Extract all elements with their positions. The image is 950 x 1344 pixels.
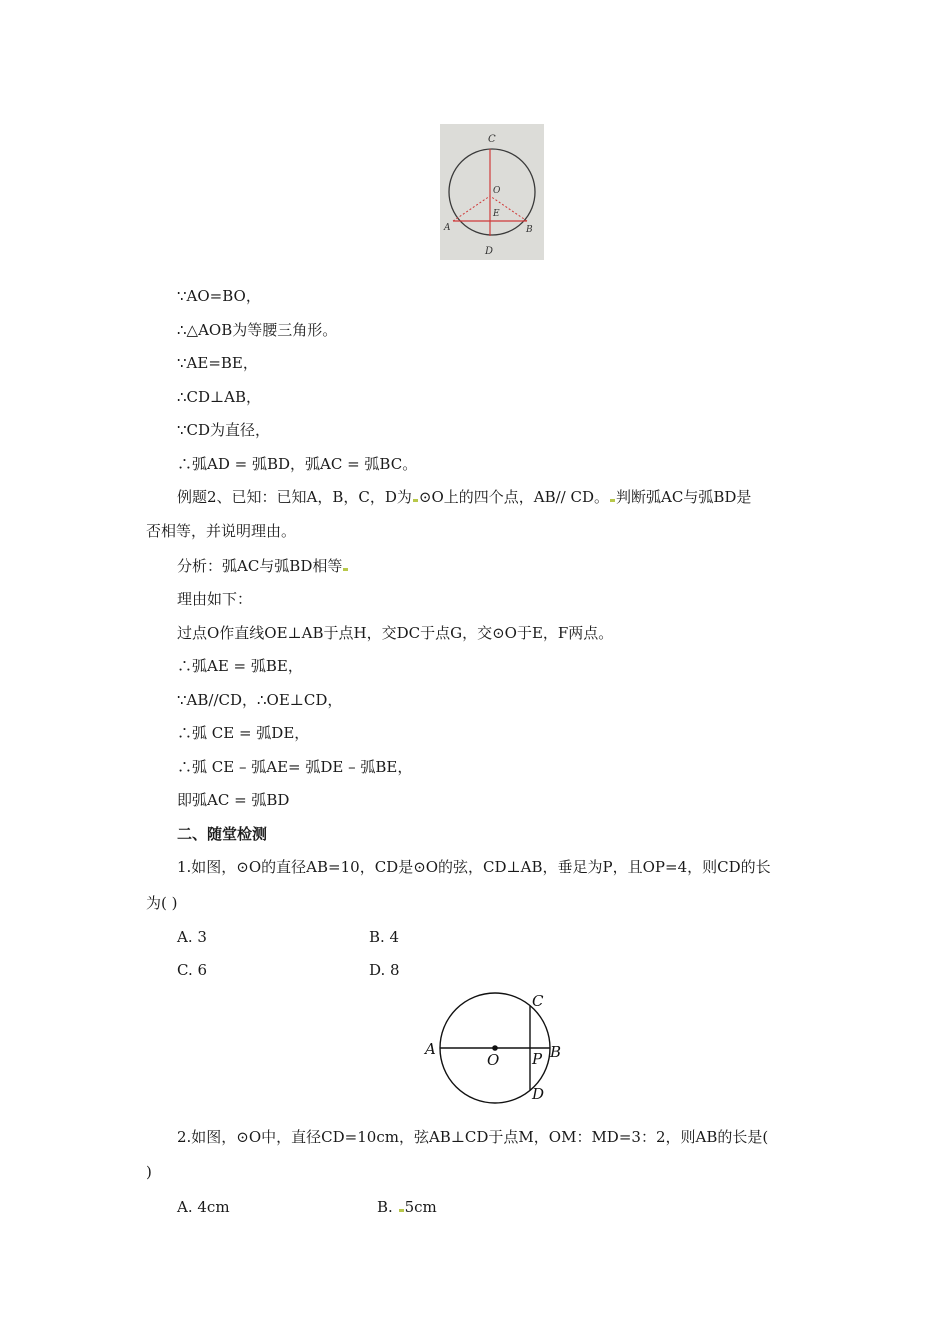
option-a: A. 3 — [177, 928, 207, 946]
example-2-statement — [177, 487, 751, 507]
analysis-text: 分析：弧AC与弧BD相等 — [177, 557, 343, 575]
example-2-part-b: ⊙O上的四个点，AB// CD。 — [418, 488, 610, 506]
label-e: E — [493, 209, 500, 219]
highlight-mark — [343, 568, 348, 571]
section-heading: 二、随堂检测 — [177, 825, 268, 843]
reason-line-6: 即弧AC = 弧BD — [177, 791, 290, 809]
question-1-continuation: 为( ) — [146, 894, 178, 912]
label-d: D — [532, 1085, 545, 1103]
label-b: B — [550, 1043, 562, 1061]
label-d: D — [485, 246, 494, 257]
proof-line-1: ∵AO=BO， — [177, 287, 261, 305]
q2-option-b-prefix: B. — [377, 1198, 398, 1216]
label-c: C — [532, 992, 544, 1010]
figure-1-circle-diagram — [440, 124, 544, 260]
analysis-line — [177, 556, 349, 576]
question-2-continuation: ) — [146, 1163, 152, 1181]
q2-option-a: A. 4cm — [177, 1198, 230, 1216]
reason-line-4: ∴弧 CE = 弧DE， — [177, 724, 310, 742]
option-c: C. 6 — [177, 961, 208, 979]
proof-line-4: ∴CD⊥AB， — [177, 388, 262, 406]
example-2-continuation: 否相等，并说明理由。 — [146, 522, 297, 540]
label-b: B — [526, 225, 533, 235]
reason-line-1: 过点O作直线OE⊥AB于点H，交DC于点G，交⊙O于E，F两点。 — [177, 624, 614, 642]
proof-line-5: ∵CD为直径， — [177, 421, 271, 439]
proof-line-2: ∴△AOB为等腰三角形。 — [177, 321, 338, 339]
question-1-text: 1.如图，⊙O的直径AB=10，CD是⊙O的弦，CD⊥AB，垂足为P，且OP=4，则CD的长 — [177, 858, 771, 876]
label-c: C — [488, 134, 496, 145]
reason-line-5: ∴弧 CE – 弧AE= 弧DE – 弧BE， — [177, 758, 413, 776]
label-a: A — [444, 223, 451, 233]
highlight-mark — [399, 1209, 404, 1212]
proof-line-3: ∵AE=BE， — [177, 354, 258, 372]
option-b: B. 4 — [369, 928, 400, 946]
highlight-mark — [610, 499, 615, 502]
highlight-mark — [413, 499, 418, 502]
q2-option-b — [377, 1197, 437, 1217]
reason-line-3: ∵AB//CD，∴OE⊥CD， — [177, 691, 343, 709]
option-d: D. 8 — [369, 961, 400, 979]
reason-heading: 理由如下： — [177, 590, 253, 608]
reason-line-2: ∴弧AE = 弧BE， — [177, 657, 303, 675]
question-2-text: 2.如图，⊙O中，直径CD=10cm，弦AB⊥CD于点M，OM：MD=3：2，则AB的长是( — [177, 1128, 769, 1146]
label-p: P — [532, 1050, 543, 1068]
example-2-part-a: 例题2、已知：已知A，B，C，D为 — [177, 488, 412, 506]
label-a: A — [425, 1040, 436, 1058]
label-o: O — [487, 1051, 500, 1069]
q2-option-b-value: 5cm — [404, 1198, 437, 1216]
proof-line-6: ∴弧AD = 弧BD，弧AC = 弧BC。 — [177, 455, 418, 473]
figure-2-circle-diagram — [420, 986, 580, 1106]
label-o: O — [493, 186, 501, 196]
example-2-part-c: 判断弧AC与弧BD是 — [616, 488, 752, 506]
